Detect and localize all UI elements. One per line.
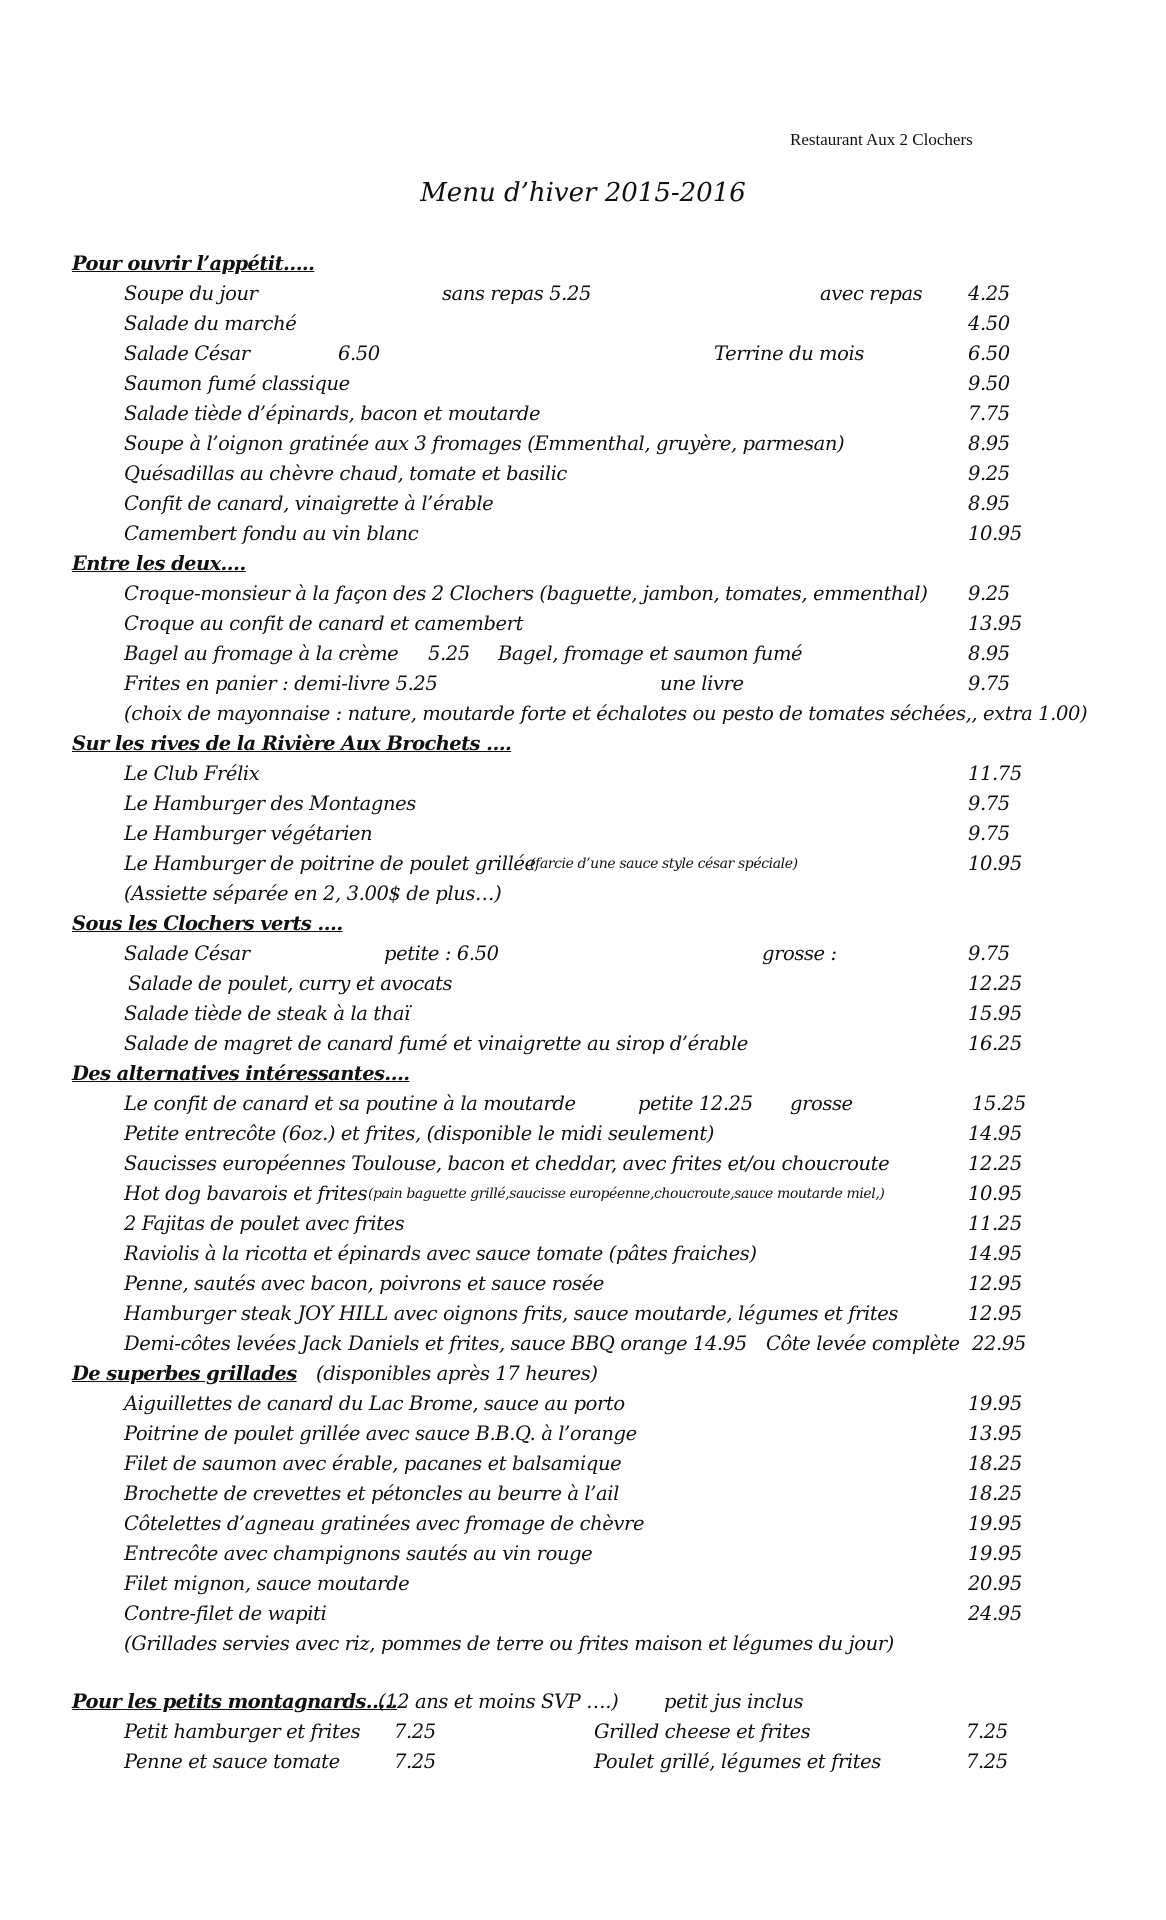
menu-text: Penne, sautés avec bacon, poivrons et sauce rosée (124, 1272, 604, 1295)
menu-text: Entrecôte avec champignons sautés au vin rouge (124, 1542, 593, 1565)
menu-item-row (0, 702, 1166, 732)
menu-text: Contre-filet de wapiti (124, 1602, 327, 1625)
menu-price: 9.75 (968, 942, 1010, 965)
menu-item-row (0, 792, 1166, 822)
menu-price: 8.95 (968, 642, 1010, 665)
menu-item-row (0, 1422, 1166, 1452)
menu-item-row (0, 1482, 1166, 1512)
menu-price: 24.95 (968, 1602, 1022, 1625)
menu-price: 19.95 (968, 1512, 1022, 1535)
menu-item-row (0, 282, 1166, 312)
menu-price: 5.25 (428, 642, 470, 665)
menu-text: (Assiette séparée en 2, 3.00$ de plus…) (124, 882, 502, 905)
menu-price: 7.25 (394, 1750, 436, 1773)
menu-text: Bagel, fromage et saumon fumé (498, 642, 803, 665)
menu-price: 14.95 (968, 1242, 1022, 1265)
menu-text: petit jus inclus (664, 1690, 804, 1713)
section-heading-row (0, 1062, 1166, 1092)
menu-price: 4.25 (968, 282, 1010, 305)
menu-item-row (0, 762, 1166, 792)
menu-item-row (0, 1122, 1166, 1152)
menu-item-row (0, 1152, 1166, 1182)
menu-text: Petit hamburger et frites (124, 1720, 361, 1743)
menu-price: 9.50 (968, 372, 1010, 395)
menu-text: (12 ans et moins SVP ….) (378, 1690, 619, 1713)
menu-item-row (0, 432, 1166, 462)
menu-text: Le confit de canard et sa poutine à la moutarde (124, 1092, 576, 1115)
menu-text: Salade tiède d’épinards, bacon et moutarde (124, 402, 541, 425)
menu-price: 9.75 (968, 672, 1010, 695)
section-heading: Des alternatives intéressantes…. (72, 1062, 410, 1085)
menu-item-row (0, 1032, 1166, 1062)
menu-text: Brochette de crevettes et pétoncles au beurre à l’ail (124, 1482, 619, 1505)
section-heading-row (0, 252, 1166, 282)
menu-text: Hamburger steak JOY HILL avec oignons frits, sauce moutarde, légumes et frites (124, 1302, 899, 1325)
menu-price: 10.95 (968, 1182, 1022, 1205)
menu-item-row (0, 1242, 1166, 1272)
menu-text: Salade César (124, 342, 250, 365)
menu-text: Le Hamburger des Montagnes (124, 792, 416, 815)
menu-text: Camembert fondu au vin blanc (124, 522, 419, 545)
menu-item-row (0, 312, 1166, 342)
menu-item-row (0, 1182, 1166, 1212)
menu-text: Le Hamburger végétarien (124, 822, 373, 845)
menu-price: 22.95 (972, 1332, 1026, 1355)
menu-text: Saumon fumé classique (124, 372, 350, 395)
menu-text: Raviolis à la ricotta et épinards avec sauce tomate (pâtes fraiches) (124, 1242, 757, 1265)
menu-item-row (0, 1092, 1166, 1122)
menu-item-row (0, 462, 1166, 492)
menu-price: 6.50 (968, 342, 1010, 365)
menu-price: 13.95 (968, 612, 1022, 635)
section-heading-row (0, 552, 1166, 582)
menu-text: Terrine du mois (714, 342, 864, 365)
menu-price: 19.95 (968, 1542, 1022, 1565)
menu-text: Filet mignon, sauce moutarde (124, 1572, 410, 1595)
menu-text: Penne et sauce tomate (124, 1750, 340, 1773)
menu-text: Côte levée complète (766, 1332, 960, 1355)
section-heading: Pour les petits montagnards….. (72, 1690, 398, 1713)
menu-text: Hot dog bavarois et frites (124, 1182, 368, 1205)
menu-text: sans repas 5.25 (442, 282, 591, 305)
menu-text: Croque-monsieur à la façon des 2 Clochers (baguette, jambon, tomates, emmenthal) (124, 582, 928, 605)
menu-price: 15.25 (972, 1092, 1026, 1115)
menu-item-row (0, 882, 1166, 912)
menu-item-row (0, 1542, 1166, 1572)
menu-price: 7.75 (968, 402, 1010, 425)
menu-price: 8.95 (968, 492, 1010, 515)
menu-item-row (0, 1750, 1166, 1780)
menu-price: 9.25 (968, 582, 1010, 605)
menu-text: une livre (660, 672, 744, 695)
menu-item-row (0, 642, 1166, 672)
menu-text: Aiguillettes de canard du Lac Brome, sauce au porto (124, 1392, 625, 1415)
menu-text: Quésadillas au chèvre chaud, tomate et basilic (124, 462, 567, 485)
menu-price: 16.25 (968, 1032, 1022, 1055)
menu-text: Poitrine de poulet grillée avec sauce B.B.Q. à l’orange (124, 1422, 637, 1445)
menu-price: 7.25 (966, 1720, 1008, 1743)
menu-price: 13.95 (968, 1422, 1022, 1445)
menu-text: Filet de saumon avec érable, pacanes et balsamique (124, 1452, 622, 1475)
menu-text: Côtelettes d’agneau gratinées avec fromage de chèvre (124, 1512, 645, 1535)
section-heading-row (0, 1362, 1166, 1392)
menu-text: avec repas (820, 282, 923, 305)
menu-item-row (0, 1212, 1166, 1242)
menu-item-row (0, 1572, 1166, 1602)
menu-item-row (0, 972, 1166, 1002)
menu-item-row (0, 1332, 1166, 1362)
menu-text: petite : 6.50 (384, 942, 499, 965)
menu-price: 9.25 (968, 462, 1010, 485)
menu-price: 4.50 (968, 312, 1010, 335)
menu-item-row (0, 1452, 1166, 1482)
menu-price: 15.95 (968, 1002, 1022, 1025)
menu-price: 18.25 (968, 1482, 1022, 1505)
menu-text: Confit de canard, vinaigrette à l’érable (124, 492, 494, 515)
menu-text: Le Club Frélix (124, 762, 260, 785)
menu-text: Frites en panier : demi-livre 5.25 (124, 672, 438, 695)
restaurant-name: Restaurant Aux 2 Clochers (790, 130, 973, 149)
section-heading-row (0, 732, 1166, 762)
menu-item-row (0, 372, 1166, 402)
section-heading: Pour ouvrir l’appétit….. (72, 252, 315, 275)
menu-price: 10.95 (968, 852, 1022, 875)
menu-price: 10.95 (968, 522, 1022, 545)
menu-item-row (0, 1272, 1166, 1302)
menu-price: 8.95 (968, 432, 1010, 455)
section-heading: Sous les Clochers verts …. (72, 912, 343, 935)
menu-text: petite 12.25 (638, 1092, 753, 1115)
menu-price: 9.75 (968, 822, 1010, 845)
menu-text: Salade César (124, 942, 250, 965)
menu-item-row (0, 1302, 1166, 1332)
menu-text: Grilled cheese et frites (594, 1720, 811, 1743)
menu-price: 9.75 (968, 792, 1010, 815)
menu-text: grosse (790, 1092, 853, 1115)
menu-text: 2 Fajitas de poulet avec frites (124, 1212, 405, 1235)
menu-item-row (0, 1632, 1166, 1662)
menu-text: Soupe à l’oignon gratinée aux 3 fromages (Emmenthal, gruyère, parmesan) (124, 432, 845, 455)
menu-item-row (0, 852, 1166, 882)
section-heading-row (0, 1690, 1166, 1720)
menu-text: Petite entrecôte (6oz.) et frites, (disponible le midi seulement) (124, 1122, 714, 1145)
section-heading: Sur les rives de la Rivière Aux Brochets …. (72, 732, 512, 755)
menu-item-row (0, 822, 1166, 852)
menu-price: 20.95 (968, 1572, 1022, 1595)
menu-item-row (0, 522, 1166, 552)
menu-text: (farcie d’une sauce style césar spéciale) (530, 856, 798, 872)
menu-text: grosse : (762, 942, 837, 965)
menu-item-row (0, 672, 1166, 702)
menu-item-row (0, 1720, 1166, 1750)
menu-price: 14.95 (968, 1122, 1022, 1145)
menu-price: 7.25 (394, 1720, 436, 1743)
menu-item-row (0, 612, 1166, 642)
menu-price: 12.25 (968, 972, 1022, 995)
menu-item-row (0, 1392, 1166, 1422)
menu-text: Demi-côtes levées Jack Daniels et frites, sauce BBQ orange 14.95 (124, 1332, 747, 1355)
menu-text: Poulet grillé, légumes et frites (594, 1750, 881, 1773)
menu-price: 12.95 (968, 1272, 1022, 1295)
menu-item-row (0, 1002, 1166, 1032)
menu-text: Salade de poulet, curry et avocats (128, 972, 453, 995)
menu-text: Le Hamburger de poitrine de poulet grillée (124, 852, 536, 875)
menu-text: (disponibles après 17 heures) (316, 1362, 598, 1385)
menu-item-row (0, 492, 1166, 522)
menu-title: Menu d’hiver 2015-2016 (420, 178, 746, 208)
menu-price: 11.25 (968, 1212, 1022, 1235)
menu-text: Croque au confit de canard et camembert (124, 612, 524, 635)
menu-price: 12.95 (968, 1302, 1022, 1325)
section-heading: De superbes grillades (72, 1362, 297, 1385)
section-heading: Entre les deux.… (72, 552, 246, 575)
menu-item-row (0, 582, 1166, 612)
menu-price: 18.25 (968, 1452, 1022, 1475)
menu-text: Salade du marché (124, 312, 297, 335)
menu-text: Saucisses européennes Toulouse, bacon et cheddar, avec frites et/ou choucroute (124, 1152, 890, 1175)
menu-price: 7.25 (966, 1750, 1008, 1773)
menu-price: 12.25 (968, 1152, 1022, 1175)
menu-item-row (0, 1602, 1166, 1632)
menu-price: 6.50 (338, 342, 380, 365)
menu-item-row (0, 402, 1166, 432)
section-heading-row (0, 912, 1166, 942)
menu-price: 11.75 (968, 762, 1022, 785)
menu-text: Salade de magret de canard fumé et vinaigrette au sirop d’érable (124, 1032, 748, 1055)
menu-text: (choix de mayonnaise : nature, moutarde forte et échalotes ou pesto de tomates séchées,, extra 1.00) (124, 702, 1088, 725)
menu-item-row (0, 942, 1166, 972)
menu-text: (Grillades servies avec riz, pommes de terre ou frites maison et légumes du jour) (124, 1632, 894, 1655)
menu-text: Bagel au fromage à la crème (124, 642, 399, 665)
menu-text: Salade tiède de steak à la thaï (124, 1002, 410, 1025)
menu-text: Soupe du jour (124, 282, 258, 305)
menu-price: 19.95 (968, 1392, 1022, 1415)
menu-item-row (0, 342, 1166, 372)
menu-text: (pain baguette grillé,saucisse européenne,choucroute,sauce moutarde miel,) (368, 1186, 885, 1202)
menu-item-row (0, 1512, 1166, 1542)
